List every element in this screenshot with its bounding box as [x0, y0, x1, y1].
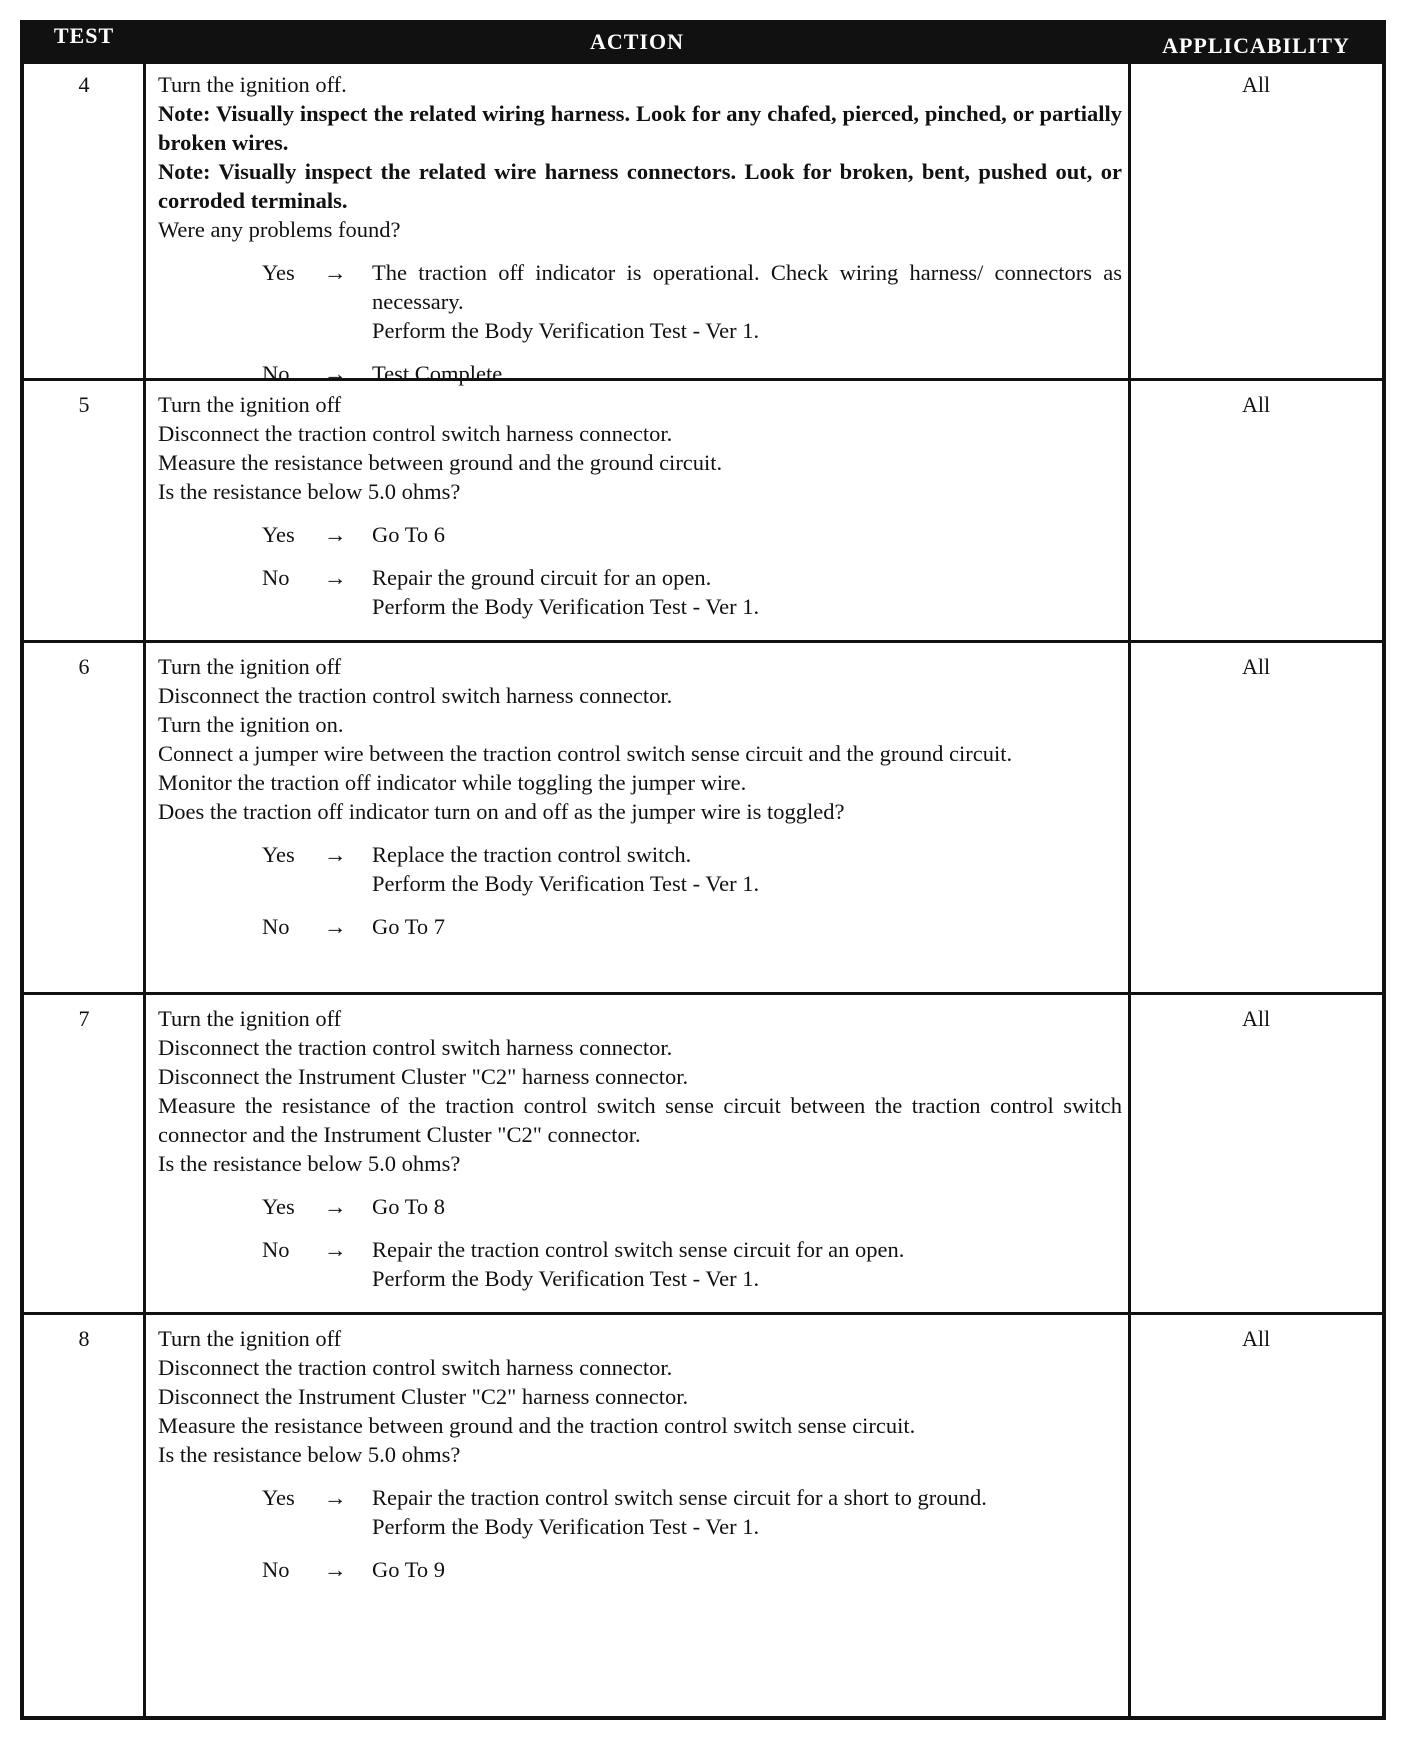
no-answer — [262, 912, 1122, 941]
yes-label: Yes — [262, 522, 295, 547]
header-action-label: ACTION — [589, 29, 684, 54]
applicability-value: All — [1241, 72, 1271, 97]
action-step: Disconnect the Instrument Cluster "C2" harness connector. — [158, 1384, 689, 1409]
action-step: Disconnect the traction control switch harness connector. — [158, 1035, 673, 1060]
header-applicability — [1130, 24, 1382, 64]
action-step: Turn the ignition off — [158, 1326, 342, 1351]
header-test-label: TEST — [53, 23, 115, 48]
action-cell — [158, 1324, 1122, 1584]
arrow-icon: → — [324, 1194, 347, 1219]
arrow-icon: → — [324, 522, 347, 547]
yes-label: Yes — [262, 260, 295, 285]
result-line: Perform the Body Verification Test - Ver 1. — [372, 1514, 760, 1539]
no-label: No — [262, 1237, 290, 1262]
no-result — [372, 1235, 1122, 1293]
action-step: Measure the resistance between ground and the traction control switch sense circuit. — [158, 1413, 916, 1438]
result-line: Go To 8 — [372, 1194, 446, 1219]
action-step: Does the traction off indicator turn on and off as the jumper wire is toggled? — [158, 799, 845, 824]
result-line: Test Complete. — [372, 361, 508, 386]
yes-answer — [262, 1483, 1122, 1541]
yes-label: Yes — [262, 1194, 295, 1219]
action-question: Were any problems found? — [158, 217, 401, 242]
test-number: 6 — [78, 654, 90, 679]
header-action — [144, 24, 1130, 64]
arrow-icon: → — [324, 1557, 347, 1582]
action-cell — [158, 70, 1122, 388]
row-divider — [24, 640, 1382, 643]
no-result — [372, 359, 1122, 388]
no-answer — [262, 359, 1122, 388]
yes-answer — [262, 520, 1122, 549]
arrow-icon: → — [324, 842, 347, 867]
yes-label: Yes — [262, 842, 295, 867]
yes-answer — [262, 840, 1122, 898]
result-line: Perform the Body Verification Test - Ver 1. — [372, 871, 760, 896]
result-line: Go To 7 — [372, 914, 446, 939]
applicability-value: All — [1241, 654, 1271, 679]
result-line: Replace the traction control switch. — [372, 842, 692, 867]
result-line: Perform the Body Verification Test - Ver 1. — [372, 318, 760, 343]
test-number: 8 — [78, 1326, 90, 1351]
action-step: Disconnect the Instrument Cluster "C2" harness connector. — [158, 1064, 689, 1089]
arrow-icon: → — [324, 260, 347, 285]
action-step: Measure the resistance between ground and the ground circuit. — [158, 450, 723, 475]
action-step: Measure the resistance of the traction control switch sense circuit between the traction control switch connector and the Instrument Cluster "C2" connector. — [158, 1093, 1122, 1147]
no-label: No — [262, 1557, 290, 1582]
no-answer — [262, 563, 1122, 621]
yes-answer — [262, 258, 1122, 345]
header-test — [24, 24, 144, 64]
inspection-note: Note: Visually inspect the related wire harness connectors. Look for broken, bent, pushed out, or corroded terminals. — [158, 159, 1122, 213]
test-number: 7 — [78, 1006, 90, 1031]
no-label: No — [262, 914, 290, 939]
result-line: Repair the traction control switch sense circuit for a short to ground. — [372, 1485, 987, 1510]
result-line: Repair the ground circuit for an open. — [372, 565, 712, 590]
arrow-icon: → — [324, 565, 347, 590]
result-line: Repair the traction control switch sense circuit for an open. — [372, 1237, 905, 1262]
action-step: Turn the ignition on. — [158, 712, 344, 737]
applicability-value: All — [1241, 392, 1271, 417]
action-cell — [158, 1004, 1122, 1293]
action-step: Disconnect the traction control switch harness connector. — [158, 683, 673, 708]
header-applicability-label: APPLICABILITY — [1162, 33, 1350, 58]
result-line: Go To 9 — [372, 1557, 446, 1582]
yes-result — [372, 1192, 1122, 1221]
action-step: Turn the ignition off. — [158, 72, 347, 97]
diagnostic-table — [20, 20, 1386, 1720]
no-answer — [262, 1235, 1122, 1293]
test-number: 5 — [78, 392, 90, 417]
applicability-value: All — [1241, 1326, 1271, 1351]
action-step: Is the resistance below 5.0 ohms? — [158, 1151, 461, 1176]
yes-result — [372, 258, 1122, 345]
inspection-note: Note: Visually inspect the related wiring harness. Look for any chafed, pierced, pinched, or partially broken wires. — [158, 101, 1122, 155]
action-step: Disconnect the traction control switch harness connector. — [158, 1355, 673, 1380]
action-cell — [158, 652, 1122, 941]
result-line: Go To 6 — [372, 522, 446, 547]
yes-answer — [262, 1192, 1122, 1221]
column-divider — [143, 60, 146, 1720]
yes-result — [372, 520, 1122, 549]
yes-result — [372, 840, 1122, 898]
action-step: Is the resistance below 5.0 ohms? — [158, 1442, 461, 1467]
arrow-icon: → — [324, 361, 347, 386]
arrow-icon: → — [324, 1485, 347, 1510]
no-answer — [262, 1555, 1122, 1584]
row-divider — [24, 992, 1382, 995]
no-result — [372, 563, 1122, 621]
no-result — [372, 912, 1122, 941]
no-result — [372, 1555, 1122, 1584]
arrow-icon: → — [324, 1237, 347, 1262]
action-step: Monitor the traction off indicator while toggling the jumper wire. — [158, 770, 747, 795]
arrow-icon: → — [324, 914, 347, 939]
action-step: Turn the ignition off — [158, 392, 342, 417]
action-step: Turn the ignition off — [158, 654, 342, 679]
result-line: The traction off indicator is operational. Check wiring harness/ connectors as necessary. — [372, 260, 1122, 314]
action-cell — [158, 390, 1122, 621]
no-label: No — [262, 565, 290, 590]
no-label: No — [262, 361, 290, 386]
result-line: Perform the Body Verification Test - Ver 1. — [372, 594, 760, 619]
applicability-value: All — [1241, 1006, 1271, 1031]
yes-result — [372, 1483, 1122, 1541]
action-step: Turn the ignition off — [158, 1006, 342, 1031]
yes-label: Yes — [262, 1485, 295, 1510]
action-step: Is the resistance below 5.0 ohms? — [158, 479, 461, 504]
action-step: Disconnect the traction control switch harness connector. — [158, 421, 673, 446]
row-divider — [24, 1312, 1382, 1315]
test-number: 4 — [78, 72, 90, 97]
result-line: Perform the Body Verification Test - Ver 1. — [372, 1266, 760, 1291]
column-divider — [1128, 60, 1131, 1720]
action-step: Connect a jumper wire between the traction control switch sense circuit and the ground circuit. — [158, 741, 1013, 766]
